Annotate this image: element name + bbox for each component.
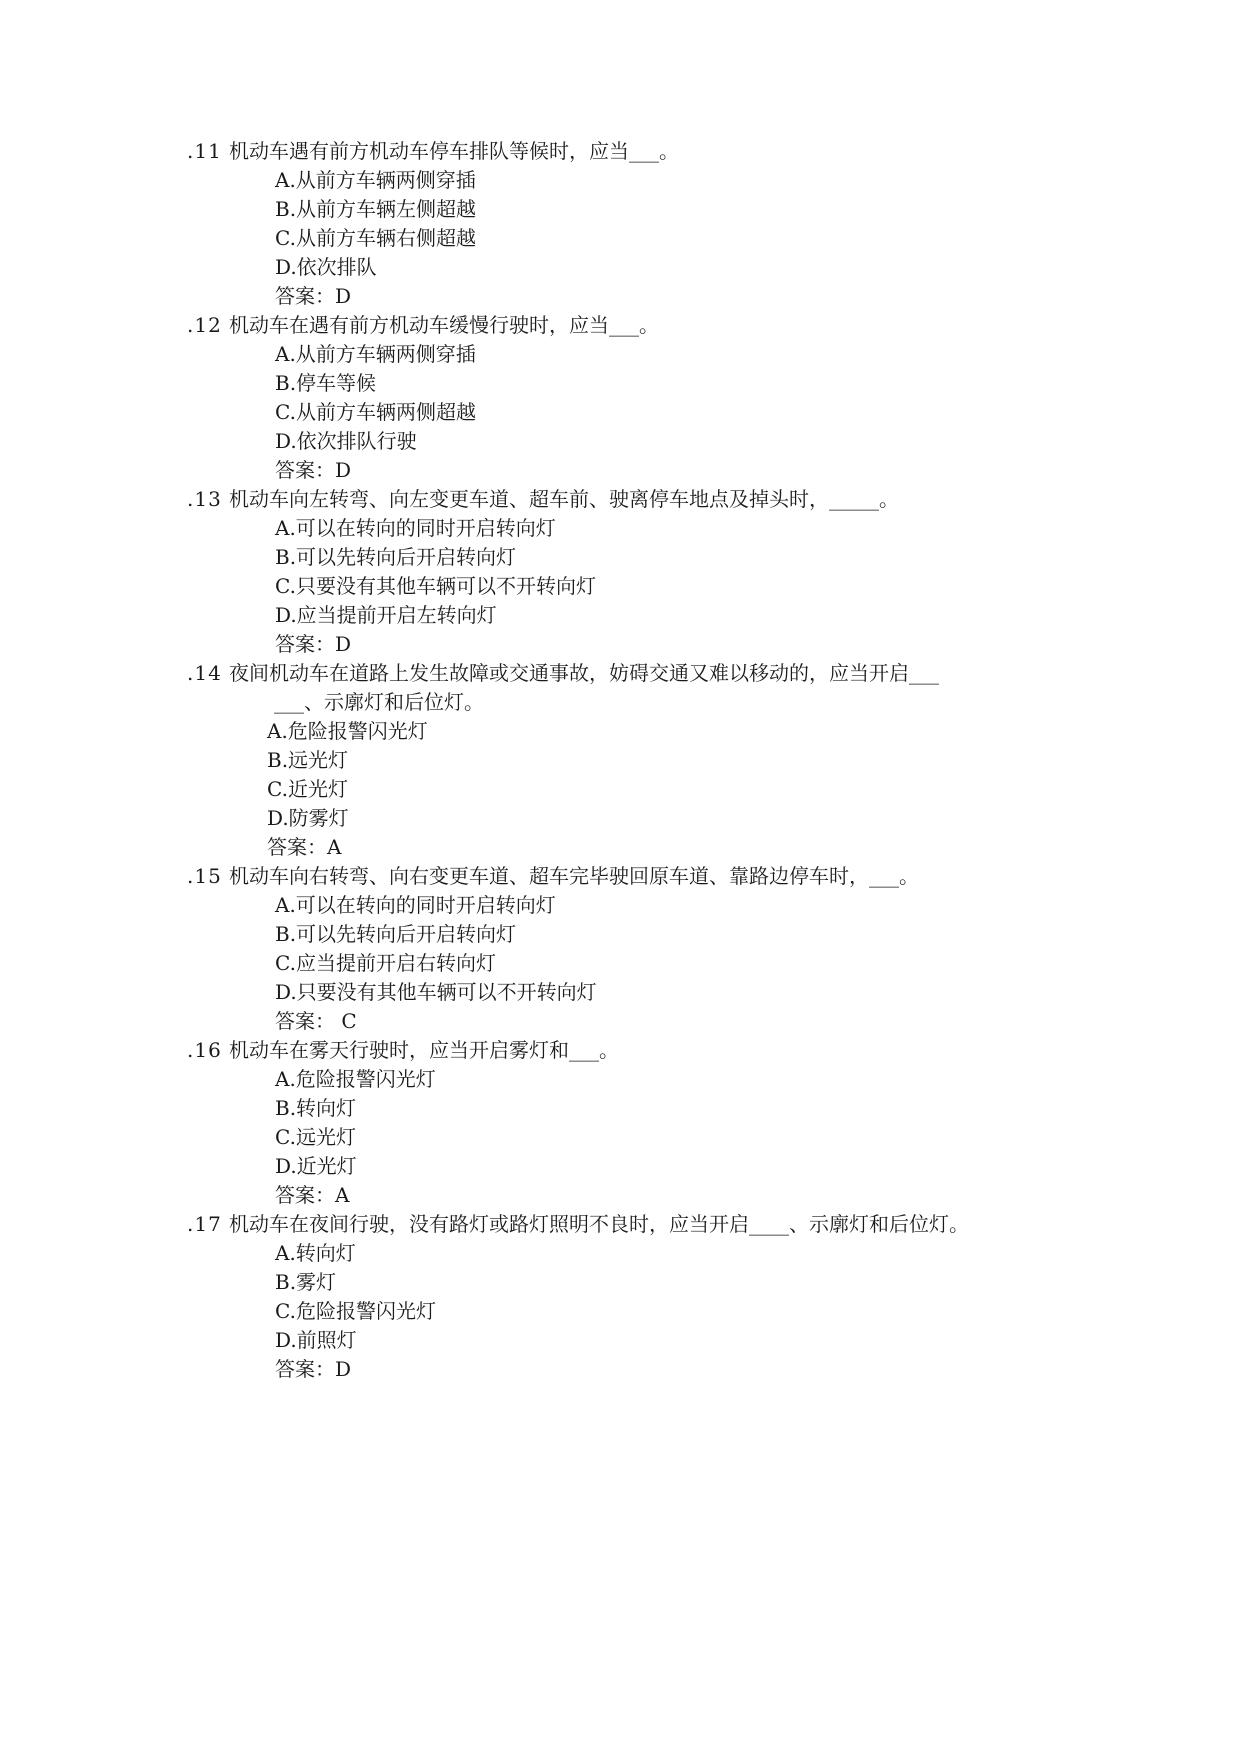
option-d: D.只要没有其他车辆可以不开转向灯 — [275, 980, 597, 1004]
question-number: .17 — [187, 1212, 222, 1236]
question-number: .14 — [187, 661, 222, 685]
option-d: D.应当提前开启左转向灯 — [275, 603, 497, 627]
option-a: A.转向灯 — [275, 1241, 356, 1265]
option-d: D.依次排队 — [275, 255, 377, 279]
question-stem — [187, 1035, 619, 1065]
option-a: A.危险报警闪光灯 — [275, 1067, 436, 1091]
answer: 答案：A — [275, 1183, 350, 1207]
option-c: C.危险报警闪光灯 — [275, 1299, 436, 1323]
option-c: C.远光灯 — [275, 1125, 356, 1149]
answer: 答案：D — [275, 284, 352, 308]
answer: 答案： C — [275, 1009, 357, 1033]
option-c: C.应当提前开启右转向灯 — [275, 951, 496, 975]
option-d: D.防雾灯 — [267, 806, 349, 830]
option-d: D.依次排队行驶 — [275, 429, 417, 453]
question-text: 机动车在遇有前方机动车缓慢行驶时，应当___。 — [229, 313, 659, 337]
option-a: A.可以在转向的同时开启转向灯 — [275, 516, 556, 540]
question-text: 机动车在雾天行驶时，应当开启雾灯和___。 — [229, 1038, 619, 1062]
question-stem — [187, 1209, 969, 1239]
answer: 答案：D — [275, 632, 352, 656]
question-stem — [187, 861, 919, 891]
question-stem — [187, 658, 939, 688]
option-b: B.可以先转向后开启转向灯 — [275, 545, 517, 569]
option-b: B.从前方车辆左侧超越 — [275, 197, 477, 221]
option-b: B.雾灯 — [275, 1270, 337, 1294]
option-b: B.可以先转向后开启转向灯 — [275, 922, 517, 946]
option-d: D.近光灯 — [275, 1154, 357, 1178]
question-stem — [187, 484, 899, 514]
option-c: C.从前方车辆两侧超越 — [275, 400, 476, 424]
question-number: .15 — [187, 864, 222, 888]
option-a: A.危险报警闪光灯 — [267, 719, 428, 743]
question-text-continued: ___、示廓灯和后位灯。 — [274, 690, 484, 714]
question-number: .11 — [187, 139, 222, 163]
option-b: B.远光灯 — [267, 748, 349, 772]
option-a: A.可以在转向的同时开启转向灯 — [275, 893, 556, 917]
question-text: 夜间机动车在道路上发生故障或交通事故，妨碍交通又难以移动的，应当开启___ — [229, 661, 939, 685]
answer: 答案：D — [275, 1357, 352, 1381]
option-c: C.只要没有其他车辆可以不开转向灯 — [275, 574, 596, 598]
option-c: C.近光灯 — [267, 777, 348, 801]
option-a: A.从前方车辆两侧穿插 — [275, 168, 476, 192]
question-text: 机动车向右转弯、向右变更车道、超车完毕驶回原车道、靠路边停车时，___。 — [229, 864, 919, 888]
answer: 答案：D — [275, 458, 352, 482]
question-number: .12 — [187, 313, 222, 337]
question-text: 机动车在夜间行驶，没有路灯或路灯照明不良时，应当开启____、示廓灯和后位灯。 — [229, 1212, 969, 1236]
option-c: C.从前方车辆右侧超越 — [275, 226, 476, 250]
option-a: A.从前方车辆两侧穿插 — [275, 342, 476, 366]
question-stem — [187, 310, 659, 340]
question-text: 机动车向左转弯、向左变更车道、超车前、驶离停车地点及掉头时，_____。 — [229, 487, 899, 511]
option-b: B.停车等候 — [275, 371, 377, 395]
question-number: .16 — [187, 1038, 222, 1062]
question-stem — [187, 136, 679, 166]
answer: 答案：A — [267, 835, 342, 859]
question-text: 机动车遇有前方机动车停车排队等候时，应当___。 — [229, 139, 679, 163]
question-number: .13 — [187, 487, 222, 511]
option-b: B.转向灯 — [275, 1096, 357, 1120]
option-d: D.前照灯 — [275, 1328, 357, 1352]
